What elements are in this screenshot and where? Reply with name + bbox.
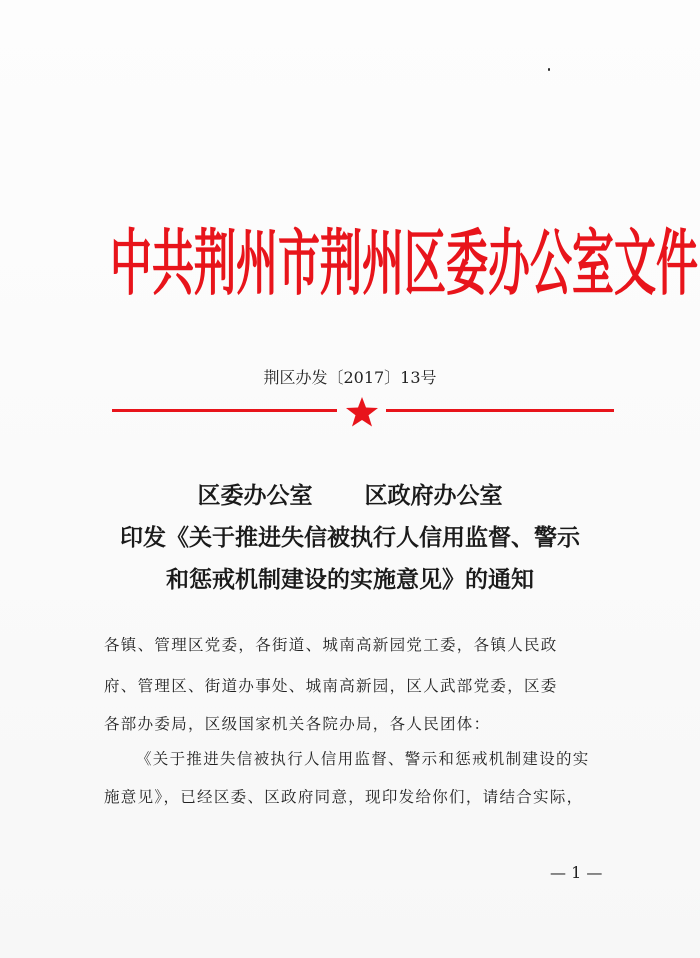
- body-paragraph-line-1: 《关于推进失信被执行人信用监督、警示和惩戒机制建设的实: [136, 750, 590, 768]
- star-icon: [345, 397, 379, 427]
- red-divider-right: [386, 409, 614, 412]
- notice-title-line-1: [0, 478, 700, 514]
- body-paragraph-line-2: 施意见》，已经区委、区政府同意，现印发给你们，请结合实际，: [104, 788, 584, 806]
- notice-title-line-3: 和惩戒机制建设的实施意见》的通知: [166, 566, 534, 593]
- title-office-district-government: 区政府办公室: [364, 482, 503, 509]
- scan-speck: [548, 68, 550, 71]
- recipients-line-3: 各部办委局，区级国家机关各院办局，各人民团体：: [104, 715, 491, 733]
- issuer-title: 中共荆州市荆州区委办公室文件: [110, 221, 699, 305]
- recipients-line-1: 各镇、管理区党委，各街道、城南高新园党工委，各镇人民政: [104, 636, 558, 654]
- page-number: — 1 —: [550, 863, 603, 882]
- notice-title-line-2: 印发《关于推进失信被执行人信用监督、警示: [120, 524, 580, 551]
- recipients-line-2: 府、管理区、街道办事处、城南高新园，区人武部党委，区委: [104, 677, 558, 695]
- document-number: 荆区办发〔2017〕13号: [263, 368, 437, 387]
- red-divider-left: [112, 409, 337, 412]
- title-office-district-committee: 区委办公室: [197, 482, 313, 509]
